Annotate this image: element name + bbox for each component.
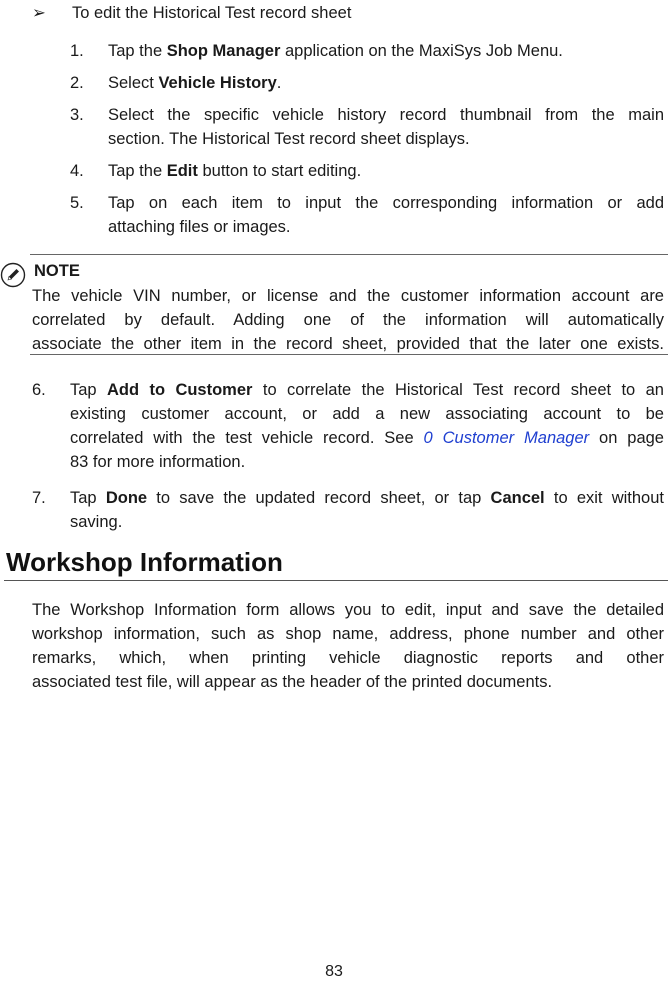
step-number: 2. — [70, 74, 84, 92]
section-heading: Workshop Information — [6, 547, 283, 577]
step-text: Tap the Edit button to start editing. — [108, 162, 362, 180]
step-number: 7. — [32, 489, 46, 507]
note-title: NOTE — [34, 262, 80, 280]
step-text: Tap the Shop Manager application on the MaxiSys Job Menu. — [108, 42, 563, 60]
step-text: Tap Done to save the updated record sheet, or tap Cancel to exit without saving. — [70, 489, 664, 531]
step-text: Tap on each item to input the corresponding information or add attaching files or images. — [108, 194, 664, 236]
section-paragraph: The Workshop Information form allows you to edit, input and save the detailed workshop information, such as shop name, address, phone number and other remarks, which, when printing vehicle diagnostic reports and other associated test file, will appear as the header of the printed documents. — [32, 601, 664, 691]
note-box — [0, 254, 668, 356]
step-number: 6. — [32, 381, 46, 399]
step-number: 1. — [70, 42, 84, 60]
step-text: Tap Add to Customer to correlate the Historical Test record sheet to an existing customer account, or add a new associating account to be correlated with the test vehicle record. See 0 Customer Manager on page 83 for more information. — [70, 381, 664, 471]
page-number: 83 — [325, 963, 343, 980]
note-top-rule — [30, 254, 668, 255]
step-number: 3. — [70, 106, 84, 124]
pencil-icon — [0, 262, 26, 288]
note-bottom-rule — [30, 354, 668, 355]
customer-manager-link[interactable]: 0 Customer Manager — [423, 429, 590, 447]
step-number: 4. — [70, 162, 84, 180]
step-text: Select the specific vehicle history record thumbnail from the main section. The Historical Test record sheet displays. — [108, 106, 664, 148]
note-body: The vehicle VIN number, or license and the customer information account are correlated by default. Adding one of the information will automatically associate the other item in the record sheet, provided that the later one exists. — [32, 287, 664, 353]
heading-rule — [4, 580, 668, 581]
step-text: Select Vehicle History. — [108, 74, 282, 92]
step-number: 5. — [70, 194, 84, 212]
arrow-bullet-icon: ➢ — [32, 4, 46, 22]
intro-text: To edit the Historical Test record sheet — [72, 4, 352, 22]
